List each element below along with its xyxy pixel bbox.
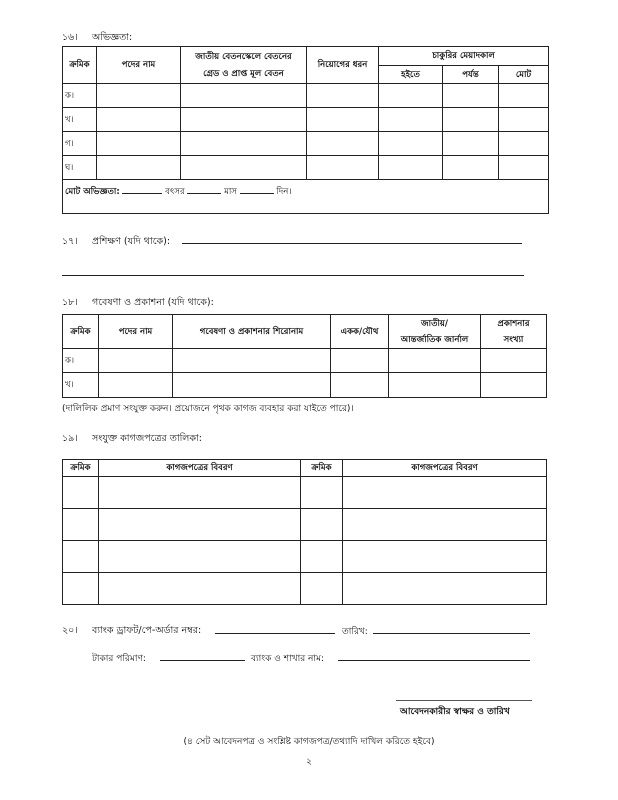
row-serial: ক। bbox=[63, 84, 97, 108]
cell[interactable] bbox=[99, 349, 173, 373]
total-experience-row bbox=[63, 180, 549, 214]
bank-draft-label: ব্যাংক ড্রাফট/পে-অর্ডার নম্বর: bbox=[92, 625, 202, 636]
row-serial: খ। bbox=[63, 108, 97, 132]
section-label: অভিজ্ঞতা: bbox=[92, 32, 133, 43]
cell[interactable] bbox=[499, 108, 549, 132]
row-serial: খ। bbox=[63, 373, 99, 398]
cell[interactable] bbox=[97, 84, 181, 108]
table-row bbox=[63, 156, 549, 180]
cell[interactable] bbox=[99, 509, 301, 541]
footer-note: (৪ সেট আবেদনপত্র ও সংশ্লিষ্ট কাগজপত্র/তথ্যাদি দাখিল করিতে হইবে) bbox=[183, 737, 435, 747]
cell[interactable] bbox=[307, 108, 379, 132]
section-18-title bbox=[62, 296, 214, 311]
header-from: হইতে bbox=[379, 66, 443, 84]
table-row bbox=[63, 541, 547, 573]
section-number: ১৮। bbox=[62, 297, 78, 308]
cell[interactable] bbox=[443, 84, 499, 108]
header-pub-line2: সংখ্যা bbox=[503, 334, 524, 345]
section-label: সংযুক্ত কাগজপত্রের তালিকা: bbox=[92, 433, 202, 444]
header-grade bbox=[181, 47, 307, 84]
header-post: পদের নাম bbox=[99, 315, 173, 349]
cell[interactable] bbox=[99, 373, 173, 398]
signature-label: আবেদনকারীর স্বাক্ষর ও তারিখ bbox=[400, 707, 510, 717]
header-journal-line1: জাতীয়/ bbox=[421, 318, 448, 329]
header-journal-line2: আন্তর্জাতিক জার্নাল bbox=[400, 334, 469, 345]
bank-branch-field[interactable] bbox=[338, 660, 530, 661]
table-row bbox=[63, 84, 549, 108]
section-20-title bbox=[62, 624, 201, 639]
cell[interactable] bbox=[97, 108, 181, 132]
cell[interactable] bbox=[379, 84, 443, 108]
bank-branch-label: ব্যাংক ও শাখার নাম: bbox=[251, 654, 325, 664]
month-label: মাস bbox=[224, 187, 237, 197]
cell[interactable] bbox=[63, 509, 99, 541]
section-number: ১৯। bbox=[62, 433, 78, 444]
cell[interactable] bbox=[379, 156, 443, 180]
total-experience-label: মোট অভিজ্ঞতা: bbox=[65, 187, 120, 197]
cell[interactable] bbox=[499, 132, 549, 156]
cell[interactable] bbox=[343, 573, 547, 605]
cell[interactable] bbox=[301, 477, 343, 509]
header-duration: চাকুরির মেয়াদকাল bbox=[379, 47, 549, 66]
cell[interactable] bbox=[301, 509, 343, 541]
cell[interactable] bbox=[379, 108, 443, 132]
header-serial: ক্রমিক bbox=[63, 315, 99, 349]
experience-table bbox=[62, 46, 549, 214]
attachments-table bbox=[62, 459, 547, 605]
section-19-title bbox=[62, 432, 202, 447]
header-appointment: নিয়োগের ধরন bbox=[307, 47, 379, 84]
cell[interactable] bbox=[99, 573, 301, 605]
header-serial: ক্রমিক bbox=[63, 47, 97, 84]
cell[interactable] bbox=[343, 477, 547, 509]
cell[interactable] bbox=[499, 156, 549, 180]
table-row bbox=[63, 477, 547, 509]
header-serial-2: ক্রমিক bbox=[301, 460, 343, 477]
section-label: গবেষণা ও প্রকাশনা (যদি থাকে): bbox=[92, 297, 214, 308]
header-total: মোট bbox=[499, 66, 549, 84]
section-number: ১৬। bbox=[62, 32, 78, 43]
header-grade-line1: জাতীয় বেতনস্কেলে বেতনের bbox=[195, 51, 292, 62]
date-label: তারিখ: bbox=[342, 627, 368, 637]
header-description-1: কাগজপত্রের বিবরণ bbox=[99, 460, 301, 477]
cell[interactable] bbox=[181, 84, 307, 108]
header-journal bbox=[389, 315, 481, 349]
table-row bbox=[63, 573, 547, 605]
table-row bbox=[63, 132, 549, 156]
header-serial-1: ক্রমিক bbox=[63, 460, 99, 477]
header-post: পদের নাম bbox=[97, 47, 181, 84]
cell[interactable] bbox=[97, 156, 181, 180]
cell[interactable] bbox=[443, 132, 499, 156]
cell[interactable] bbox=[331, 373, 389, 398]
cell[interactable] bbox=[343, 541, 547, 573]
day-label: দিন। bbox=[276, 187, 292, 197]
cell[interactable] bbox=[379, 132, 443, 156]
header-to: পর্যন্ত bbox=[443, 66, 499, 84]
cell[interactable] bbox=[181, 132, 307, 156]
cell[interactable] bbox=[307, 84, 379, 108]
bank-draft-number-field[interactable] bbox=[215, 633, 335, 634]
training-line-1[interactable] bbox=[182, 243, 522, 244]
cell[interactable] bbox=[173, 373, 331, 398]
header-research-title: গবেষণা ও প্রকাশনার শিরোনাম bbox=[173, 315, 331, 349]
days-blank[interactable] bbox=[240, 184, 274, 194]
page-number: ২ bbox=[306, 757, 312, 767]
cell[interactable] bbox=[63, 541, 99, 573]
header-single-joint: একক/যৌথ bbox=[331, 315, 389, 349]
training-line-2[interactable] bbox=[62, 275, 524, 276]
cell[interactable] bbox=[307, 132, 379, 156]
header-description-2: কাগজপত্রের বিবরণ bbox=[343, 460, 547, 477]
amount-field[interactable] bbox=[160, 660, 245, 661]
cell[interactable] bbox=[63, 477, 99, 509]
year-label: বৎসর bbox=[165, 187, 185, 197]
cell[interactable] bbox=[63, 573, 99, 605]
section-16-title bbox=[62, 31, 132, 46]
cell[interactable] bbox=[301, 573, 343, 605]
section-label: প্রশিক্ষণ (যদি থাকে): bbox=[92, 236, 171, 247]
research-table bbox=[62, 314, 547, 398]
row-serial: ঘ। bbox=[63, 156, 97, 180]
cell[interactable] bbox=[481, 349, 547, 373]
research-note: (দালিলিক প্রমাণ সংযুক্ত করুন। প্রয়োজনে পৃথক কাগজ ব্যবহার করা যাইতে পারে)। bbox=[62, 404, 354, 414]
cell[interactable] bbox=[307, 156, 379, 180]
section-number: ২০। bbox=[62, 625, 78, 636]
cell[interactable] bbox=[389, 373, 481, 398]
cell[interactable] bbox=[301, 541, 343, 573]
date-field[interactable] bbox=[373, 633, 530, 634]
cell[interactable] bbox=[443, 108, 499, 132]
section-17-title bbox=[62, 235, 170, 250]
cell[interactable] bbox=[343, 509, 547, 541]
cell[interactable] bbox=[499, 84, 549, 108]
cell[interactable] bbox=[99, 541, 301, 573]
row-serial: ক। bbox=[63, 349, 99, 373]
years-blank[interactable] bbox=[122, 184, 162, 194]
months-blank[interactable] bbox=[187, 184, 221, 194]
cell[interactable] bbox=[99, 477, 301, 509]
cell[interactable] bbox=[443, 156, 499, 180]
cell[interactable] bbox=[481, 373, 547, 398]
signature-line[interactable] bbox=[396, 700, 532, 701]
table-row bbox=[63, 349, 547, 373]
cell[interactable] bbox=[97, 132, 181, 156]
header-grade-line2: গ্রেড ও প্রাপ্ত মূল বেতন bbox=[203, 68, 284, 79]
cell[interactable] bbox=[331, 349, 389, 373]
cell[interactable] bbox=[181, 108, 307, 132]
table-row bbox=[63, 373, 547, 398]
cell[interactable] bbox=[173, 349, 331, 373]
header-publication-count bbox=[481, 315, 547, 349]
row-serial: গ। bbox=[63, 132, 97, 156]
amount-label: টাকার পরিমাণ: bbox=[92, 654, 146, 664]
table-row bbox=[63, 108, 549, 132]
table-row bbox=[63, 509, 547, 541]
cell[interactable] bbox=[389, 349, 481, 373]
header-pub-line1: প্রকাশনার bbox=[497, 318, 530, 329]
section-number: ১৭। bbox=[62, 236, 78, 247]
cell[interactable] bbox=[181, 156, 307, 180]
